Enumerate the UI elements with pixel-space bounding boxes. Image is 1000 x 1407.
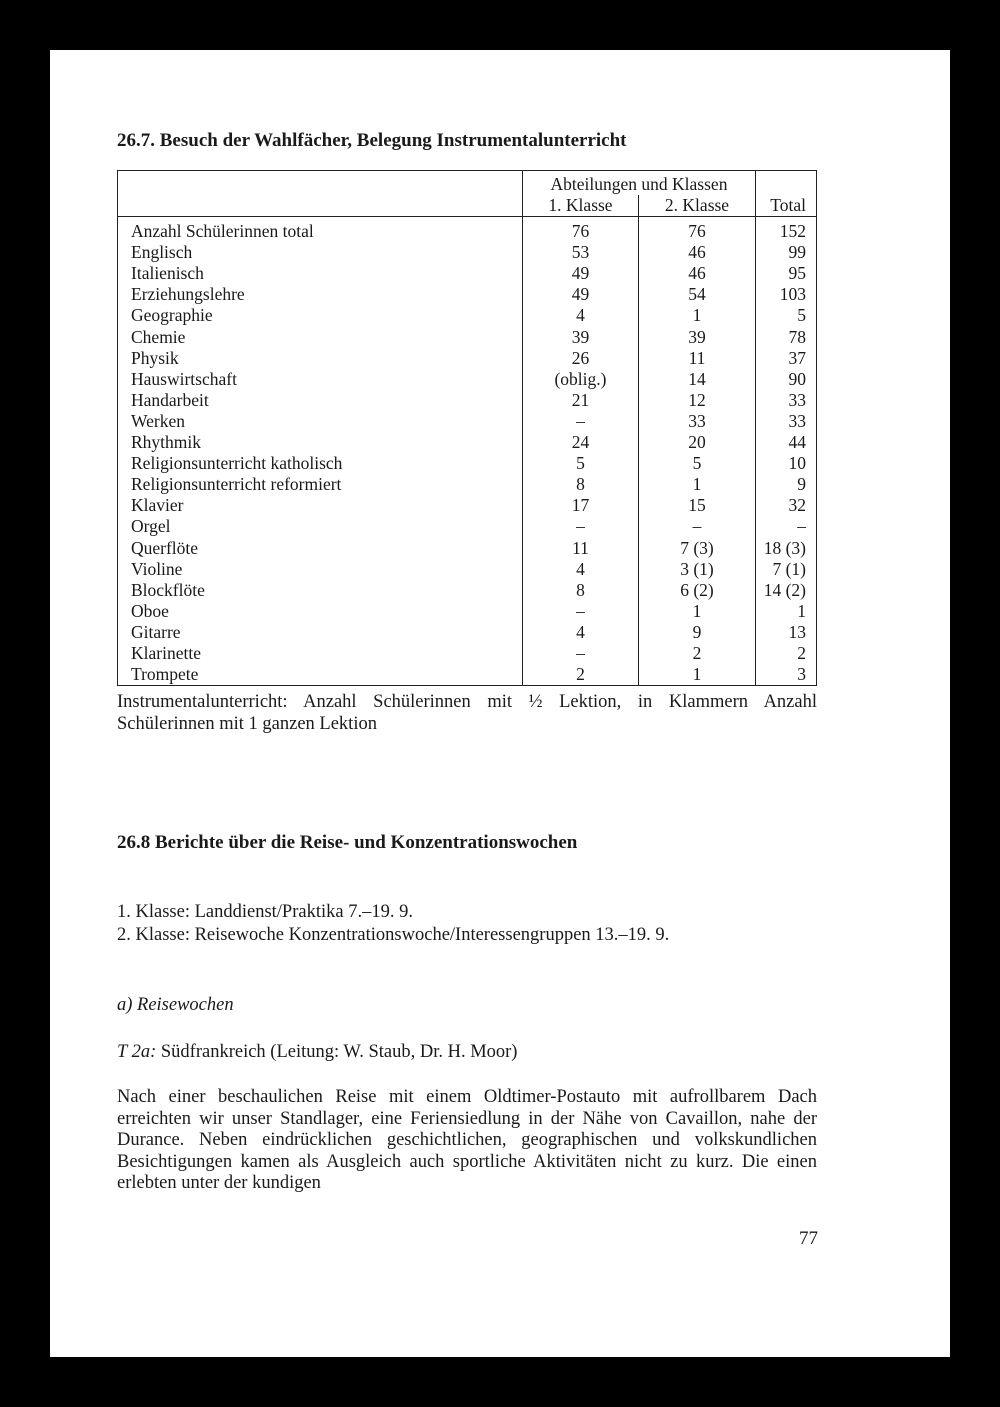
subheading: a) Reisewochen [117,995,234,1015]
table-row [118,411,817,432]
cell-value: 2 [756,643,817,664]
trip-label: T 2a: [117,1042,157,1062]
cell-value: 46 [639,263,756,284]
table-row [118,516,817,537]
trip-text: Südfrankreich (Leitung: W. Staub, Dr. H. Moor) [156,1042,518,1062]
cell-value: 152 [756,217,817,243]
cell-value: 11 [639,348,756,369]
cell-value: 49 [523,263,639,284]
cell-value: 5 [756,305,817,326]
cell-value: 10 [756,453,817,474]
cell-value: 1 [639,601,756,622]
cell-value: 17 [523,495,639,516]
cell-value: 39 [639,327,756,348]
cell-value: 33 [756,390,817,411]
elective-table [117,170,817,686]
row-label: Oboe [131,600,169,621]
table-footnote: Instrumentalunterricht: Anzahl Schülerinnen mit ½ Lektion, in Klammern Anzahl Schülerinnen mit 1 ganzen Lektion [117,692,817,734]
cell-value: 5 [523,453,639,474]
table-row [118,242,817,263]
table-row [118,348,817,369]
cell-value: 6 (2) [639,580,756,601]
cell-value: – [523,411,639,432]
cell-value: – [756,516,817,537]
cell-value: 76 [639,217,756,243]
table-row [118,580,817,601]
cell-value: – [523,643,639,664]
cell-value: 33 [756,411,817,432]
cell-value: 11 [523,538,639,559]
row-label: Gitarre [131,621,181,642]
cell-value: 54 [639,284,756,305]
cell-value: (oblig.) [523,369,639,390]
cell-value: 12 [639,390,756,411]
cell-value: 49 [523,284,639,305]
cell-value: 20 [639,432,756,453]
table-row [118,601,817,622]
row-label: Klarinette [131,642,201,663]
class-line: 1. Klasse: Landdienst/Praktika 7.–19. 9. [117,902,413,922]
table-row [118,432,817,453]
row-label: Werken [131,410,185,431]
row-label: Anzahl Schülerinnen total [131,221,314,242]
cell-value: 53 [523,242,639,263]
row-label: Orgel [131,516,171,537]
section-title-26-8: 26.8 Berichte über die Reise- und Konzentrationswochen [117,832,578,853]
cell-value: 44 [756,432,817,453]
row-label: Physik [131,347,179,368]
row-label: Handarbeit [131,389,209,410]
group-header: Abteilungen und Klassen [523,171,756,196]
table-row [118,263,817,284]
column-header: Total [756,195,817,217]
table-row [118,664,817,686]
cell-value: 9 [639,622,756,643]
table-row [118,327,817,348]
cell-value: 24 [523,432,639,453]
table-row [118,217,817,243]
row-label: Chemie [131,326,186,347]
cell-value: 103 [756,284,817,305]
row-label: Hauswirtschaft [131,368,237,389]
cell-value: 26 [523,348,639,369]
cell-value: 3 (1) [639,559,756,580]
row-label: Blockflöte [131,579,205,600]
cell-value: 76 [523,217,639,243]
cell-value: 14 [639,369,756,390]
cell-value: 4 [523,559,639,580]
cell-value: 8 [523,580,639,601]
trip-heading [117,1042,817,1064]
cell-value: – [523,516,639,537]
cell-value: 1 [756,601,817,622]
row-label: Religionsunterricht reformiert [131,474,342,495]
row-label: Klavier [131,495,184,516]
table-row [118,474,817,495]
table-row [118,453,817,474]
cell-value: 32 [756,495,817,516]
cell-value: – [523,601,639,622]
cell-value: 9 [756,474,817,495]
row-label: Englisch [131,242,193,263]
table-row [118,538,817,559]
row-label: Trompete [131,664,199,685]
cell-value: 7 (3) [639,538,756,559]
body-paragraph: Nach einer beschaulichen Reise mit einem Oldtimer-Postauto mit aufrollbarem Dach erreichten wir unser Standlager, eine Feriensiedlung in der Nähe von Cavaillon, nahe der Durance. Neben eindrücklichen geschichtlichen, geographischen und volkskundlichen Besichtigungen kamen als Ausgleich auch sportliche Aktivitäten nicht zu kurz. Die einen erlebten unter der kundigen [117,1087,817,1193]
cell-value: 4 [523,622,639,643]
row-label: Italienisch [131,263,204,284]
row-label: Geographie [131,305,213,326]
cell-value: 7 (1) [756,559,817,580]
column-header: 2. Klasse [639,195,756,217]
cell-value: 37 [756,348,817,369]
column-header: 1. Klasse [523,195,639,217]
cell-value: 21 [523,390,639,411]
table-row [118,305,817,326]
section-title-26-7: 26.7. Besuch der Wahlfächer, Belegung Instrumentalunterricht [117,130,627,151]
cell-value: 4 [523,305,639,326]
cell-value: 95 [756,263,817,284]
cell-value: 3 [756,664,817,686]
cell-value: 13 [756,622,817,643]
cell-value: 46 [639,242,756,263]
row-label: Violine [131,558,183,579]
cell-value: 2 [523,664,639,686]
cell-value: 39 [523,327,639,348]
table-row [118,495,817,516]
cell-value: 2 [639,643,756,664]
row-label: Religionsunterricht katholisch [131,453,343,474]
page-number: 77 [799,1228,818,1249]
cell-value: 8 [523,474,639,495]
row-label: Rhythmik [131,432,202,453]
cell-value: 90 [756,369,817,390]
document-page [50,50,950,1357]
table-row [118,622,817,643]
row-label: Querflöte [131,537,199,558]
cell-value: 78 [756,327,817,348]
cell-value: 14 (2) [756,580,817,601]
class-line: 2. Klasse: Reisewoche Konzentrationswoche/Interessengruppen 13.–19. 9. [117,925,670,945]
table-row [118,390,817,411]
cell-value: 33 [639,411,756,432]
cell-value: 18 (3) [756,538,817,559]
table-row [118,369,817,390]
cell-value: – [639,516,756,537]
table-row [118,559,817,580]
row-label: Erziehungslehre [131,284,245,305]
cell-value: 1 [639,474,756,495]
cell-value: 99 [756,242,817,263]
cell-value: 15 [639,495,756,516]
table-row [118,643,817,664]
table-row [118,284,817,305]
cell-value: 1 [639,305,756,326]
cell-value: 5 [639,453,756,474]
cell-value: 1 [639,664,756,686]
